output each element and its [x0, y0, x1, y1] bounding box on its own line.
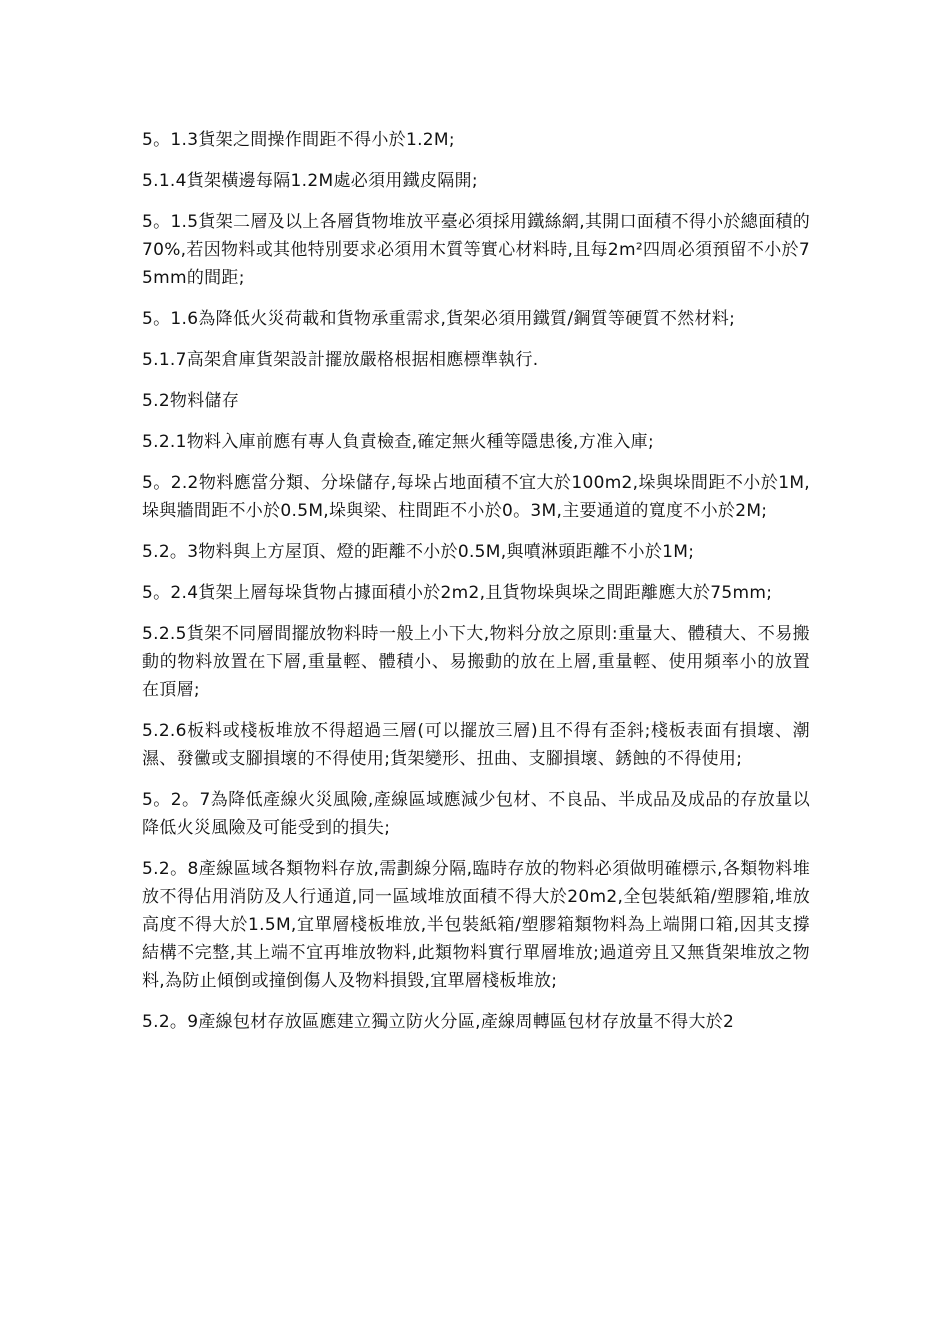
paragraph-5-2-2: 5。2.2物料應當分類、分垛儲存,每垛占地面積不宜大於100m2,垛與垛間距不小於1M,垛與牆間距不小於0.5M,垛與梁、柱間距不小於0。3M,主要通道的寬度不小於2M;	[142, 473, 810, 521]
paragraph-5-1-4: 5.1.4貨架橫邊每隔1.2M處必須用鐵皮隔開;	[142, 171, 478, 191]
paragraph-5-1-6: 5。1.6為降低火災荷載和貨物承重需求,貨架必須用鐵質/鋼質等硬質不然材料;	[142, 309, 736, 329]
paragraph-5-2-4: 5。2.4貨架上層每垛貨物占據面積小於2m2,且貨物垛與垛之間距離應大於75mm;	[142, 583, 773, 603]
paragraph-5-2-3: 5.2。3物料與上方屋頂、燈的距離不小於0.5M,與噴淋頭距離不小於1M;	[142, 542, 695, 562]
document-body	[142, 126, 810, 1049]
paragraph-5-2-9: 5.2。9產線包材存放區應建立獨立防火分區,產線周轉區包材存放量不得大於2	[142, 1012, 735, 1032]
paragraph-5-1-5: 5。1.5貨架二層及以上各層貨物堆放平臺必須採用鐵絲網,其開口面積不得小於總面積的70%,若因物料或其他特別要求必須用木質等實心材料時,且每2m²四周必須預留不小於75mm的間距;	[142, 212, 810, 288]
section-heading-5-2: 5.2物料儲存	[142, 391, 240, 411]
paragraph-5-1-3: 5。1.3貨架之間操作間距不得小於1.2M;	[142, 130, 455, 150]
paragraph-5-2-1: 5.2.1物料入庫前應有專人負責檢查,確定無火種等隱患後,方准入庫;	[142, 432, 654, 452]
paragraph-5-2-7: 5。2。7為降低產線火災風險,產線區域應減少包材、不良品、半成品及成品的存放量以降低火災風險及可能受到的損失;	[142, 790, 810, 838]
paragraph-5-2-5: 5.2.5貨架不同層間擺放物料時一般上小下大,物料分放之原則:重量大、體積大、不易搬動的物料放置在下層,重量輕、體積小、易搬動的放在上層,重量輕、使用頻率小的放置在頂層;	[142, 624, 810, 700]
paragraph-5-2-6: 5.2.6板料或棧板堆放不得超過三層(可以擺放三層)且不得有歪斜;棧板表面有損壞、潮濕、發黴或支腳損壞的不得使用;貨架變形、扭曲、支腳損壞、銹蝕的不得使用;	[142, 721, 810, 769]
paragraph-5-1-7: 5.1.7高架倉庫貨架設計擺放嚴格根据相應標準執行.	[142, 350, 539, 370]
paragraph-5-2-8: 5.2。8產線區域各類物料存放,需劃線分隔,臨時存放的物料必須做明確標示,各類物料堆放不得佔用消防及人行通道,同一區域堆放面積不得大於20m2,全包裝紙箱/塑膠箱,堆放高度不得大於1.5M,宜單層棧板堆放,半包裝紙箱/塑膠箱類物料為上端開口箱,因其支撐結構不完整,其上端不宜再堆放物料,此類物料實行單層堆放;過道旁且又無貨架堆放之物料,為防止傾倒或撞倒傷人及物料損毀,宜單層棧板堆放;	[142, 859, 810, 991]
